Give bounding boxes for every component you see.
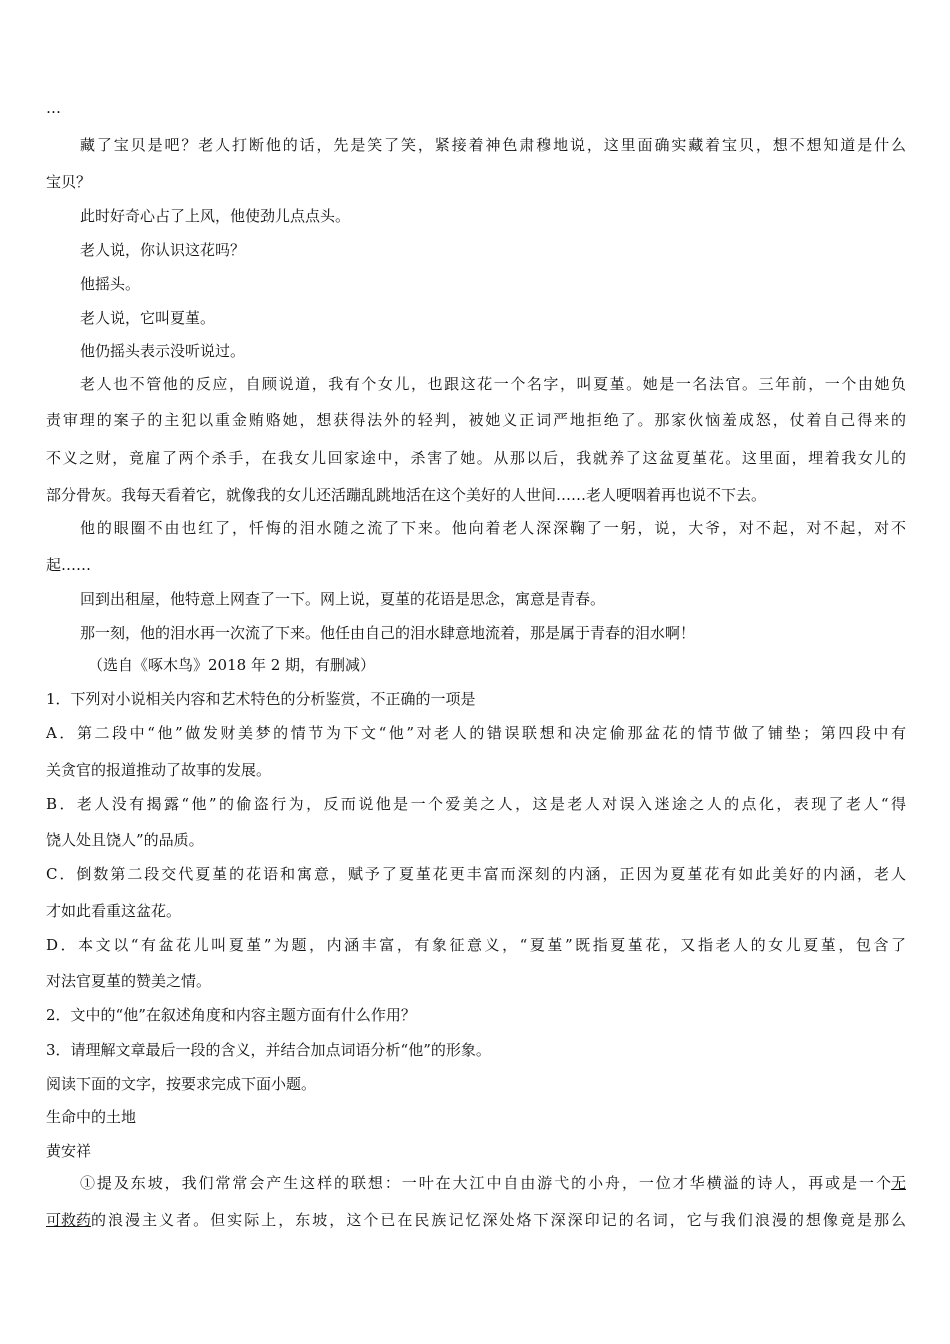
article-author: 黄安祥 xyxy=(46,1142,92,1160)
option-d-cont: 对法官夏堇的赞美之情。 xyxy=(46,972,212,990)
article-paragraph-1 xyxy=(80,1173,906,1193)
option-d: D．本文以“有盆花儿叫夏堇”为题，内涵丰富，有象征意义，“夏堇”既指夏堇花，又指老人的女儿夏堇，包含了 xyxy=(46,936,906,954)
story-paragraph-cont: 宝贝？ xyxy=(46,173,92,191)
underlined-term: 可救药 xyxy=(46,1211,92,1229)
option-b: B．老人没有揭露“他”的偷盗行为，反而说他是一个爱美之人，这是老人对误入迷途之人的点化，表现了老人“得 xyxy=(46,795,906,813)
story-paragraph: 回到出租屋，他特意上网查了一下。网上说，夏堇的花语是思念，寓意是青春。 xyxy=(80,590,606,608)
underlined-term: 无 xyxy=(890,1174,906,1192)
option-c: C．倒数第二段交代夏堇的花语和寓意，赋予了夏堇花更丰富而深刻的内涵，正因为夏堇花有如此美好的内涵，老人 xyxy=(46,865,906,883)
story-paragraph: 那一刻，他的泪水再一次流了下来。他任由自己的泪水肆意地流着，那是属于青春的泪水啊！ xyxy=(80,624,696,642)
article-title: 生命中的土地 xyxy=(46,1108,137,1126)
option-a-cont: 关贪官的报道推动了故事的发展。 xyxy=(46,761,272,779)
reading-instruction: 阅读下面的文字，按要求完成下面小题。 xyxy=(46,1075,317,1093)
story-paragraph: 老人说，你认识这花吗？ xyxy=(80,241,246,259)
question-2: 2．文中的“他”在叙述角度和内容主题方面有什么作用？ xyxy=(46,1006,416,1024)
story-paragraph-cont: 起…… xyxy=(46,556,92,574)
story-paragraph: 他摇头。 xyxy=(80,275,141,293)
story-paragraph: 老人说，它叫夏堇。 xyxy=(80,309,216,327)
story-paragraph: 老人也不管他的反应，自顾说道，我有个女儿，也跟这花一个名字，叫夏堇。她是一名法官。三年前，一个由她负 xyxy=(80,375,906,393)
article-paragraph-1-cont xyxy=(46,1210,906,1230)
story-paragraph-cont: 部分骨灰。我每天看着它，就像我的女儿还活蹦乱跳地活在这个美好的人世间……老人哽咽着再也说不下去。 xyxy=(46,486,767,504)
option-b-cont: 饶人处且饶人”的品质。 xyxy=(46,831,204,849)
option-a: A．第二段中“他”做发财美梦的情节为下文“他”对老人的错误联想和决定偷那盆花的情节做了铺垫；第四段中有 xyxy=(46,724,906,742)
story-paragraph: 此时好奇心占了上风，他使劲儿点点头。 xyxy=(80,207,351,225)
story-paragraph: 他的眼圈不由也红了，忏悔的泪水随之流了下来。他向着老人深深鞠了一躬，说，大爷，对不起，对不起，对不 xyxy=(80,519,906,537)
article-text: 的浪漫主义者。但实际上，东坡，这个已在民族记忆深处烙下深深印记的名词，它与我们浪漫的想像竟是那么 xyxy=(91,1211,906,1229)
option-c-cont: 才如此看重这盆花。 xyxy=(46,902,182,920)
story-paragraph: 藏了宝贝是吧？老人打断他的话，先是笑了笑，紧接着神色肃穆地说，这里面确实藏着宝贝，想不想知道是什么 xyxy=(80,136,906,154)
story-paragraph: 他仍摇头表示没听说过。 xyxy=(80,342,246,360)
source-citation: （选自《啄木鸟》2018 年 2 期，有删减） xyxy=(88,656,376,674)
question-3: 3．请理解文章最后一段的含义，并结合加点词语分析“他”的形象。 xyxy=(46,1041,491,1059)
story-paragraph-cont: 不义之财，竟雇了两个杀手，在我女儿回家途中，杀害了她。从那以后，我就养了这盆夏堇花。这里面，埋着我女儿的 xyxy=(46,449,906,467)
article-text: ①提及东坡，我们常常会产生这样的联想：一叶在大江中自由游弋的小舟，一位才华横溢的诗人，再或是一个 xyxy=(80,1174,891,1192)
ellipsis-line: … xyxy=(46,99,61,117)
question-1: 1．下列对小说相关内容和艺术特色的分析鉴赏，不正确的一项是 xyxy=(46,690,476,708)
story-paragraph-cont: 责审理的案子的主犯以重金贿赂她，想获得法外的轻判，被她义正词严地拒绝了。那家伙恼羞成怒，仗着自己得来的 xyxy=(46,411,906,429)
